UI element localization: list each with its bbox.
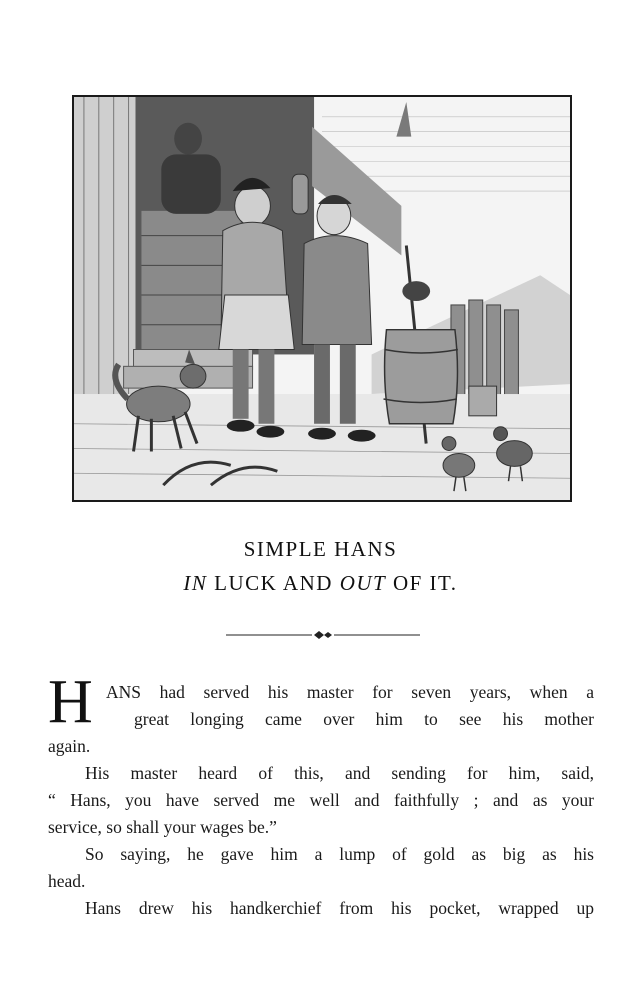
engraving-drawing bbox=[74, 97, 570, 500]
drop-cap-letter: H bbox=[48, 668, 93, 736]
engraving-illustration bbox=[72, 95, 572, 502]
subtitle-word-in: IN bbox=[183, 571, 208, 595]
subtitle-word-of-it: OF IT. bbox=[392, 571, 458, 595]
text-line: service, so shall your wages be.” bbox=[48, 817, 277, 837]
text-line: head. bbox=[48, 871, 86, 891]
text-line: “ Hans, you have served me well and faithfully ; and as your bbox=[48, 790, 594, 810]
text-line: ANS had served his master for seven years, when a bbox=[106, 682, 594, 702]
text-line: Hans drew his handkerchief from his pocket, wrapped up bbox=[85, 898, 594, 918]
text-line: So saying, he gave him a lump of gold as big as his bbox=[85, 844, 594, 864]
story-text bbox=[48, 679, 594, 922]
ornamental-rule bbox=[226, 628, 420, 642]
text-line: again. bbox=[48, 736, 91, 756]
chapter-subtitle bbox=[0, 571, 641, 596]
text-line: His master heard of this, and sending for him, said, bbox=[85, 763, 594, 783]
chapter-title: SIMPLE HANS bbox=[243, 537, 398, 561]
subtitle-word-luck-and: LUCK AND bbox=[214, 571, 333, 595]
subtitle-word-out: OUT bbox=[339, 571, 387, 595]
text-line: great longing came over him to see his mother bbox=[134, 709, 594, 729]
